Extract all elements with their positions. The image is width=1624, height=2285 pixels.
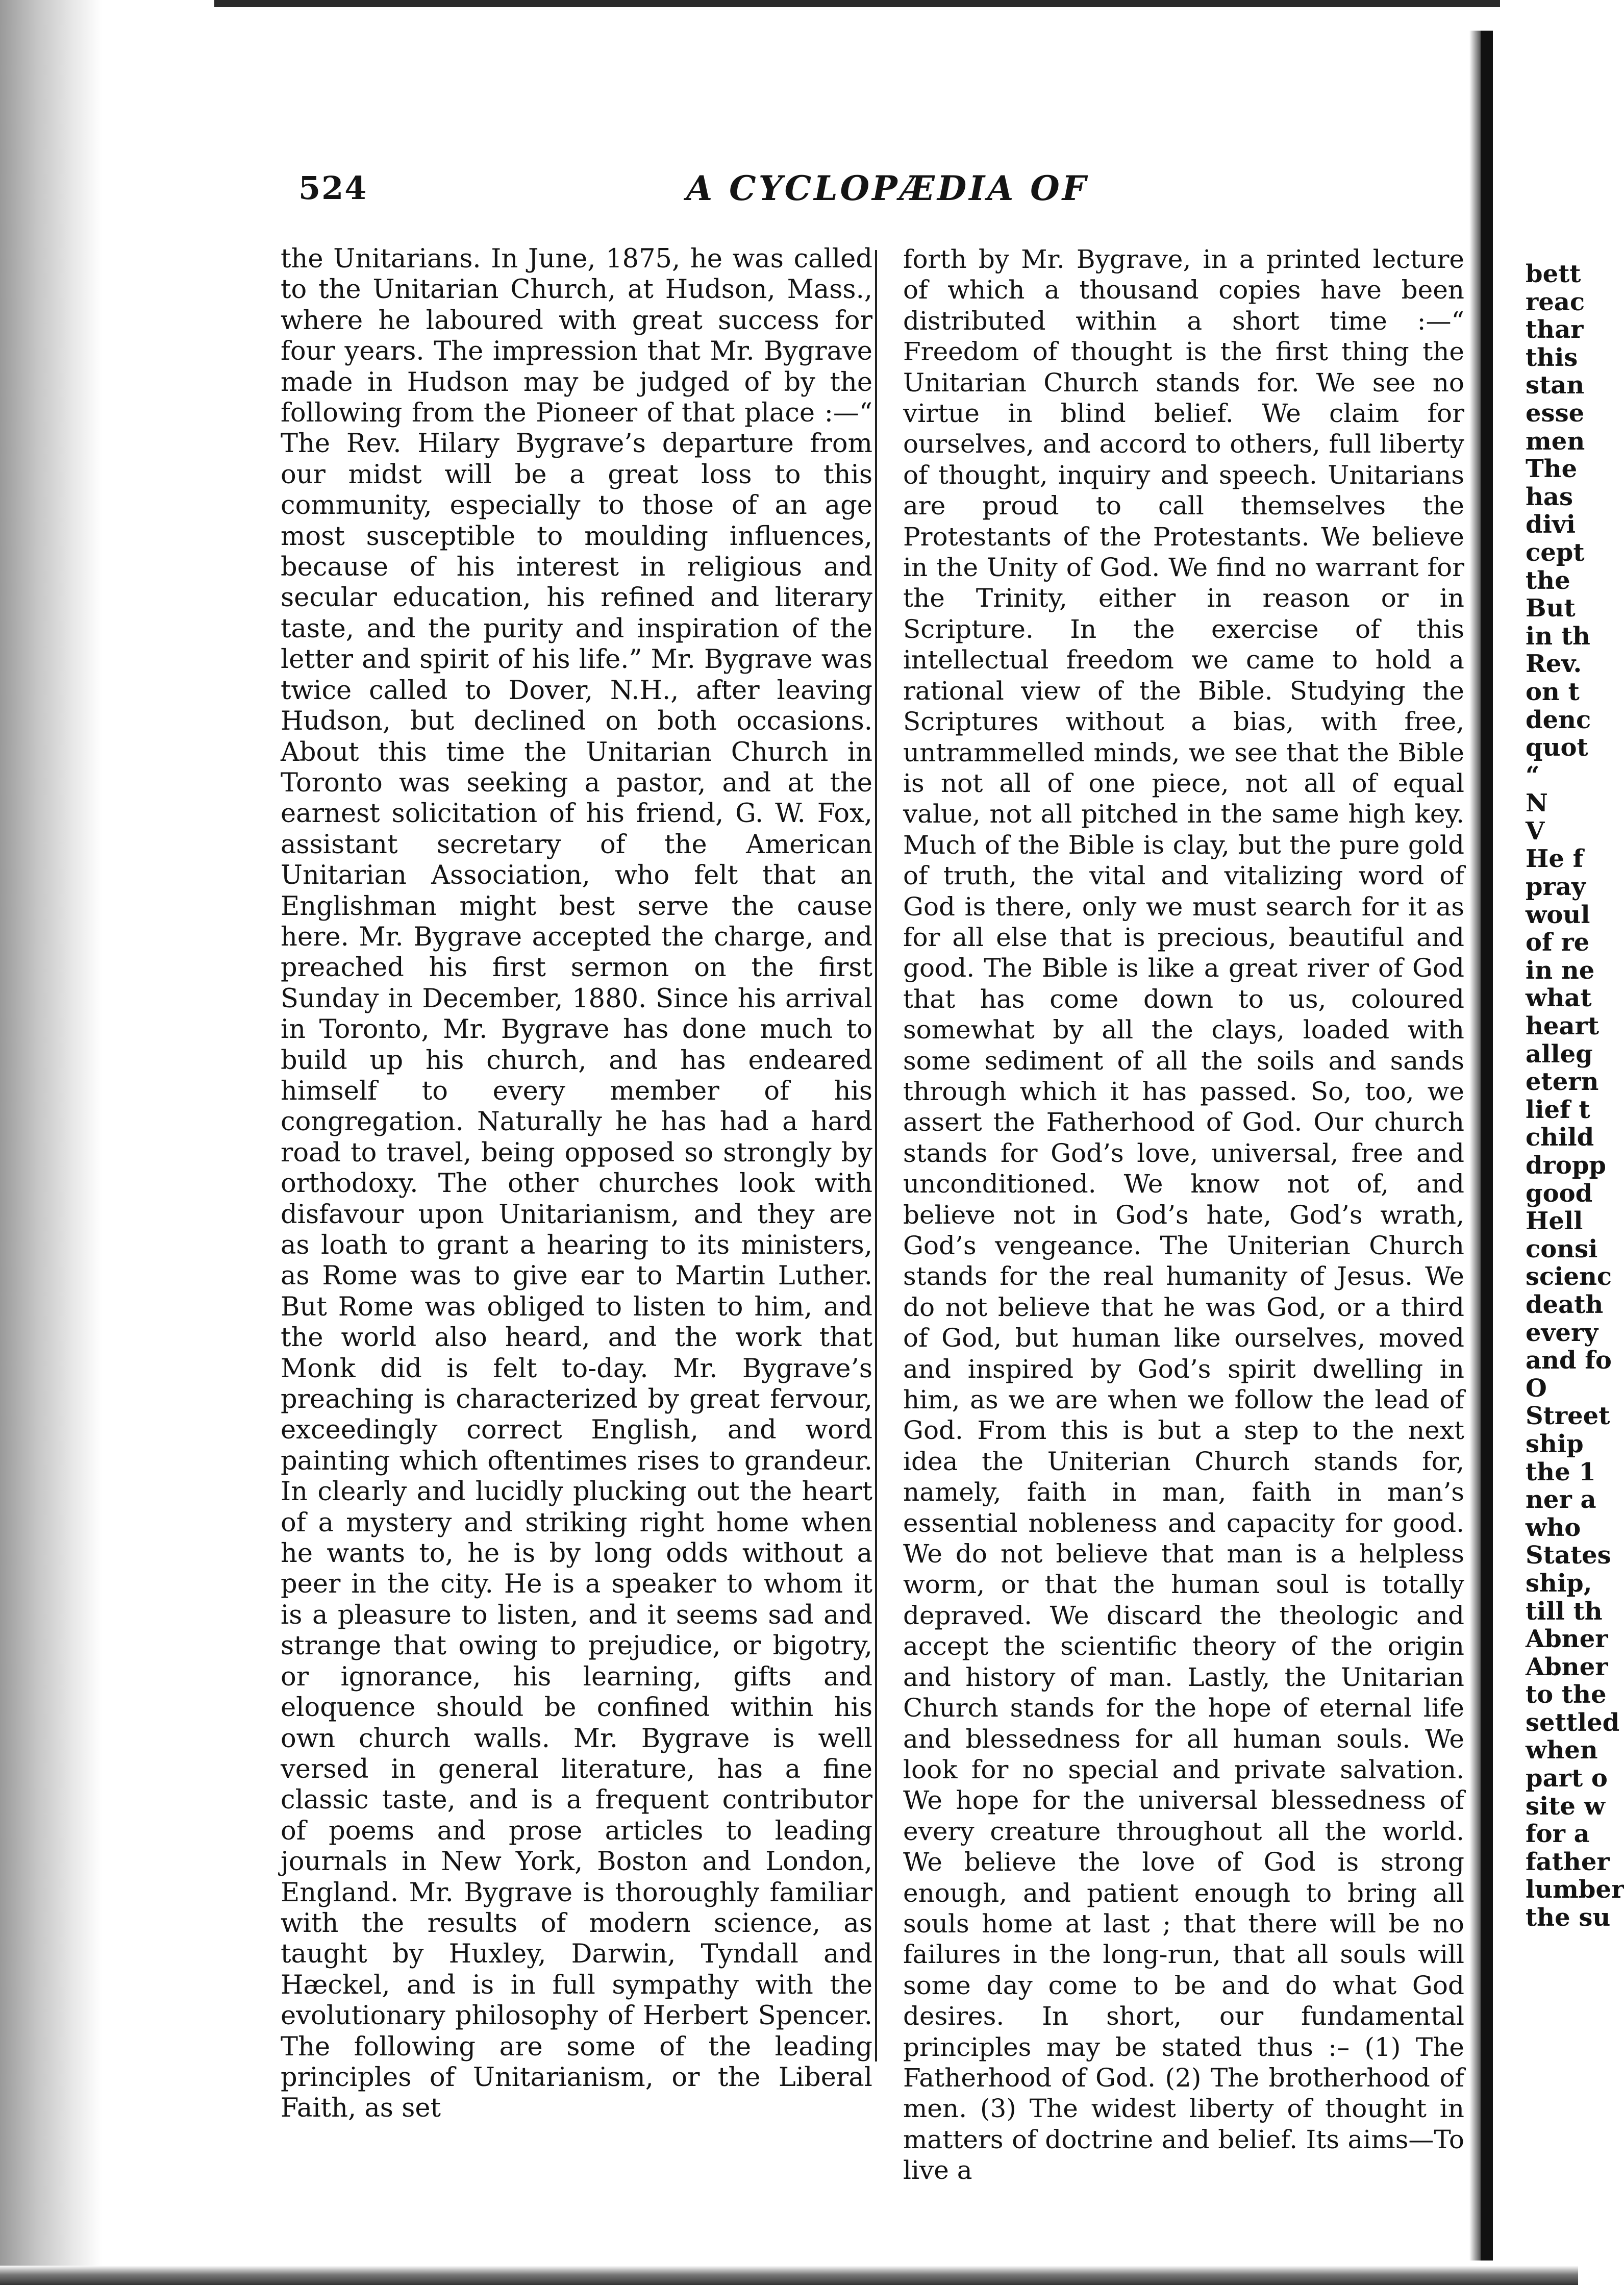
right-column-line: and fo <box>1526 1346 1612 1375</box>
right-column-line: the su <box>1526 1903 1611 1932</box>
right-column-line: cept <box>1526 538 1585 567</box>
scan-edge-top <box>214 0 1500 7</box>
right-column-line: Street <box>1526 1402 1610 1431</box>
right-column-line: The <box>1526 455 1578 484</box>
right-column-line: the 1 <box>1526 1457 1596 1486</box>
right-column-line: this <box>1526 343 1578 372</box>
right-column-line: men <box>1526 427 1585 456</box>
right-column-line: has <box>1526 482 1573 511</box>
right-column-line: Hell <box>1526 1207 1583 1236</box>
right-column-line: father <box>1526 1847 1610 1876</box>
right-column-line: pray <box>1526 873 1586 902</box>
text-column-middle: forth by Mr. Bygrave, in a printed lecture of which a thousand copies have been distributed within a short time :—“ Freedom of thought is the first thing the Unitarian Church stands for. We see no virtue in blind belief. We claim for ourselves, and accord to others, full liberty of thought, inquiry and speech. Unitarians are proud to call themselves the Protestants of the Protestants. We believe in the Unity of God. We find no warrant for the Trinity, either in reason or in Scripture. In the exercise of this intellectual freedom we came to hold a rational view of the Bible. Studying the Scriptures without a bias, with free, untrammelled minds, we see that the Bible is not all of one piece, not all of equal value, not all pitched in the same high key. Much of the Bible is clay, but the pure gold of truth, the vital and vitalizing word of God is there, only we must search for it as for all else that is precious, beautiful and good. The Bible is like a great river of God that has come down to us, coloured somewhat by all the clays, loaded with some sediment of all the soils and sands through which it has passed. So, too, we assert the Fatherhood of God. Our church stands for God’s love, universal, free and unconditioned. We know not of, and believe not in God’s hate, God’s wrath, God’s vengeance. The Uniterian Church stands for the real humanity of Jesus. We do not believe that he was God, or a third of God, but human like ourselves, moved and inspired by God’s spirit dwelling in him, as we are when we follow the lead of God. From this is but a step to the next idea the Uniterian Church stands for, namely, faith in man, faith in man’s essential nobleness and capacity for good. We do not believe that man is a helpless worm, or that the human soul is totally depraved. We discard the theologic and accept the scientific theory of the origin and history of man. Lastly, the Unitarian Church stands for the hope of eternal life and blessedness for all human souls. We look for no special and private salvation. We hope for the universal blessedness of every creature throughout all the world. We believe the love of God is strong enough, and patient enough to bring all souls home at last ; that there will be no failures in the long-run, that all souls will some day come to be and do what God desires. In short, our fundamental principles may be stated thus :– (1) The Fatherhood of God. (2) The brotherhood of men. (3) The widest liberty of thought in matters of doctrine and belief. Its aims—To live a <box>903 244 1464 2185</box>
right-column-line: settled <box>1526 1708 1620 1737</box>
right-column-line: bett <box>1526 260 1581 288</box>
right-column-line: who <box>1526 1513 1581 1542</box>
right-column-line: woul <box>1526 900 1590 929</box>
scan-edge-bottom <box>0 2266 1578 2285</box>
right-column-line: Abner <box>1526 1625 1608 1654</box>
scan-edge-left <box>0 0 102 2285</box>
right-column-line: stan <box>1526 371 1585 400</box>
running-title: A CYCLOPÆDIA OF <box>686 168 1089 208</box>
text-column-right-cropped <box>1526 260 1624 1932</box>
right-column-line: ship, <box>1526 1569 1592 1598</box>
right-column-line: denc <box>1526 705 1591 734</box>
right-column-line: lumber <box>1526 1875 1624 1904</box>
right-column-line: Abner <box>1526 1652 1608 1681</box>
right-column-line: consi <box>1526 1234 1598 1263</box>
right-column-line: the <box>1526 566 1570 595</box>
right-column-line: what <box>1526 984 1592 1013</box>
right-column-line: reac <box>1526 287 1585 316</box>
right-column-line: for a <box>1526 1820 1590 1849</box>
right-column-line: alleg <box>1526 1039 1593 1069</box>
right-column-line: part o <box>1526 1764 1608 1793</box>
right-column-line: Rev. <box>1526 650 1582 679</box>
right-column-line: dropp <box>1526 1151 1606 1180</box>
right-column-line: thar <box>1526 315 1584 344</box>
right-column-line: site w <box>1526 1792 1605 1821</box>
right-column-line: O <box>1526 1374 1547 1403</box>
right-column-line: He f <box>1526 845 1584 874</box>
right-column-line: heart <box>1526 1012 1599 1041</box>
page-header <box>298 163 1472 225</box>
right-column-line: V <box>1526 816 1545 846</box>
binding-gutter-shadow <box>1481 31 1493 2261</box>
page-number: 524 <box>298 169 368 207</box>
right-column-line: States <box>1526 1541 1611 1570</box>
binding-gutter-fade <box>1469 31 1481 2261</box>
right-column-line: death <box>1526 1290 1604 1319</box>
right-column-line: when <box>1526 1736 1598 1765</box>
right-column-line: But <box>1526 594 1576 623</box>
right-column-line: quot <box>1526 733 1588 762</box>
right-column-line: ship <box>1526 1429 1584 1458</box>
right-column-line: of re <box>1526 928 1590 957</box>
right-column-line: in ne <box>1526 956 1595 985</box>
right-column-line: lief t <box>1526 1095 1590 1124</box>
right-column-line: “ <box>1526 761 1540 790</box>
right-column-line: to the <box>1526 1680 1607 1709</box>
right-column-line: on t <box>1526 677 1580 706</box>
right-column-line: in th <box>1526 622 1590 651</box>
right-column-line: ner a <box>1526 1485 1596 1514</box>
right-column-line: esse <box>1526 399 1585 428</box>
right-column-line: child <box>1526 1123 1594 1152</box>
right-column-line: N <box>1526 789 1548 818</box>
column-divider <box>875 250 877 2062</box>
text-column-left: the Unitarians. In June, 1875, he was called to the Unitarian Church, at Hudson, Mass., where he laboured with great success for four years. The impression that Mr. Bygrave made in Hudson may be judged of by the following from the Pioneer of that place :—“ The Rev. Hilary Bygrave’s departure from our midst will be a great loss to this community, especially to those of an age most susceptible to moulding influences, because of his interest in religious and secular education, his refined and literary taste, and the purity and inspiration of the letter and spirit of his life.” Mr. Bygrave was twice called to Dover, N.H., after leaving Hudson, but declined on both occasions. About this time the Unitarian Church in Toronto was seeking a pastor, and at the earnest solicitation of his friend, G. W. Fox, assistant secretary of the American Unitarian Association, who felt that an Englishman might best serve the cause here. Mr. Bygrave accepted the charge, and preached his first sermon on the first Sunday in December, 1880. Since his arrival in Toronto, Mr. Bygrave has done much to build up his church, and has endeared himself to every member of his congregation. Naturally he has had a hard road to travel, being opposed so strongly by orthodoxy. The other churches look with disfavour upon Unitarianism, and they are as loath to grant a hearing to its ministers, as Rome was to give ear to Martin Luther. But Rome was obliged to listen to him, and the world also heard, and the work that Monk did is felt to-day. Mr. Bygrave’s preaching is characterized by great fervour, exceedingly correct English, and word painting which oftentimes rises to grandeur. In clearly and lucidly plucking out the heart of a mystery and striking right home when he wants to, he is by long odds without a peer in the city. He is a speaker to whom it is a pleasure to listen, and it seems sad and strange that owing to prejudice, or bigotry, or ignorance, his learning, gifts and eloquence should be confined within his own church walls. Mr. Bygrave is well versed in general literature, has a fine classic taste, and is a frequent contributor of poems and prose articles to leading journals in New York, Boston and London, England. Mr. Bygrave is thoroughly familiar with the results of modern science, as taught by Huxley, Darwin, Tyndall and Hæckel, and is in full sympathy with the evolutionary philosophy of Herbert Spencer. The following are some of the leading principles of Unitarianism, or the Liberal Faith, as set <box>281 244 872 2124</box>
right-column-line: good <box>1526 1179 1593 1208</box>
right-column-line: divi <box>1526 510 1576 539</box>
right-column-line: every <box>1526 1318 1598 1347</box>
right-column-line: till th <box>1526 1597 1603 1626</box>
right-column-line: etern <box>1526 1067 1599 1097</box>
right-column-line: scienc <box>1526 1262 1612 1291</box>
